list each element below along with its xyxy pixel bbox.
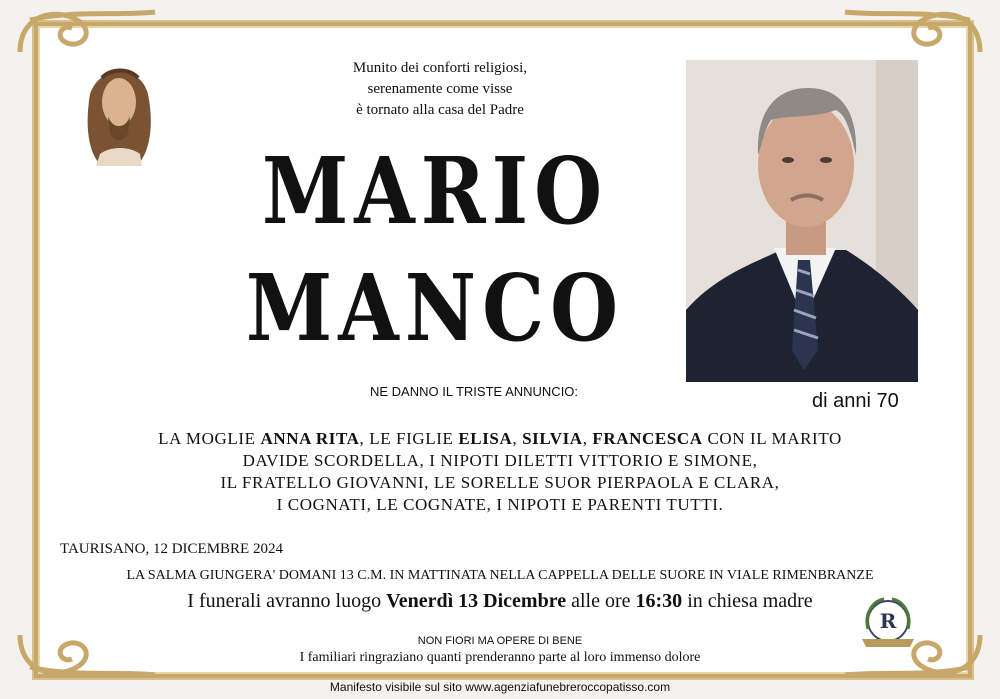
- deceased-last-name: MANCO: [245, 255, 625, 363]
- intro-line-2: serenamente come visse: [367, 81, 513, 97]
- funeral-date: Venerdì 13 Dicembre: [386, 590, 567, 612]
- funeral-agency-logo: [858, 595, 918, 653]
- relatives-line: [60, 428, 940, 450]
- relatives-text: CON IL MARITO: [702, 429, 842, 448]
- relatives-text: DAVIDE SCORDELLA, I NIPOTI DILETTI VITTORIO E SIMONE,: [242, 451, 758, 470]
- relatives-line: [60, 472, 940, 494]
- relatives-text: ,: [582, 429, 593, 448]
- funeral-info: [60, 590, 940, 613]
- relative-name: SILVIA: [522, 429, 583, 448]
- relative-name: ANNA RITA: [260, 429, 360, 448]
- relatives-list: [60, 428, 940, 516]
- relatives-line: [60, 494, 940, 516]
- relatives-text: ,: [512, 429, 523, 448]
- wake-notice: LA SALMA GIUNGERA' DOMANI 13 C.M. IN MATTINATA NELLA CAPPELLA DELLE SUORE IN VIALE RIMENBRANZE: [126, 568, 874, 583]
- website-footer: Manifesto visibile sul sito www.agenziafunebreroccopatisso.com: [329, 680, 671, 694]
- relatives-line: [60, 450, 940, 472]
- relative-name: ELISA: [458, 429, 513, 448]
- relatives-text: LA MOGLIE: [158, 429, 261, 448]
- intro-text: [290, 58, 590, 121]
- deceased-first-name: MARIO: [261, 138, 609, 246]
- age-label: di anni 70: [812, 390, 899, 412]
- announcement-label: NE DANNO IL TRISTE ANNUNCIO:: [370, 384, 579, 399]
- funeral-text-1: I funerali avranno luogo: [187, 590, 387, 612]
- jesus-portrait-image: [80, 54, 158, 166]
- logo-letter: R: [879, 609, 897, 633]
- place-date: TAURISANO, 12 DICEMBRE 2024: [60, 541, 283, 557]
- relative-name: FRANCESCA: [592, 429, 703, 448]
- funeral-text-2: alle ore: [566, 590, 636, 612]
- ornament-corner-top-left: [10, 2, 160, 62]
- ornament-corner-top-right: [840, 2, 990, 62]
- funeral-time: 16:30: [635, 590, 683, 612]
- deceased-photo: [686, 60, 918, 382]
- family-thanks: I familiari ringraziano quanti prenderanno parte al loro immenso dolore: [299, 650, 701, 665]
- relatives-text: I COGNATI, LE COGNATE, I NIPOTI E PARENTI TUTTI.: [276, 495, 724, 514]
- relatives-text: IL FRATELLO GIOVANNI, LE SORELLE SUOR PIERPAOLA E CLARA,: [220, 473, 780, 492]
- no-flowers-note: NON FIORI MA OPERE DI BENE: [417, 635, 583, 647]
- relatives-text: , LE FIGLIE: [359, 429, 459, 448]
- funeral-text-3: in chiesa madre: [682, 590, 813, 612]
- intro-line-1: Munito dei conforti religiosi,: [352, 60, 528, 76]
- intro-line-3: è tornato alla casa del Padre: [356, 102, 524, 118]
